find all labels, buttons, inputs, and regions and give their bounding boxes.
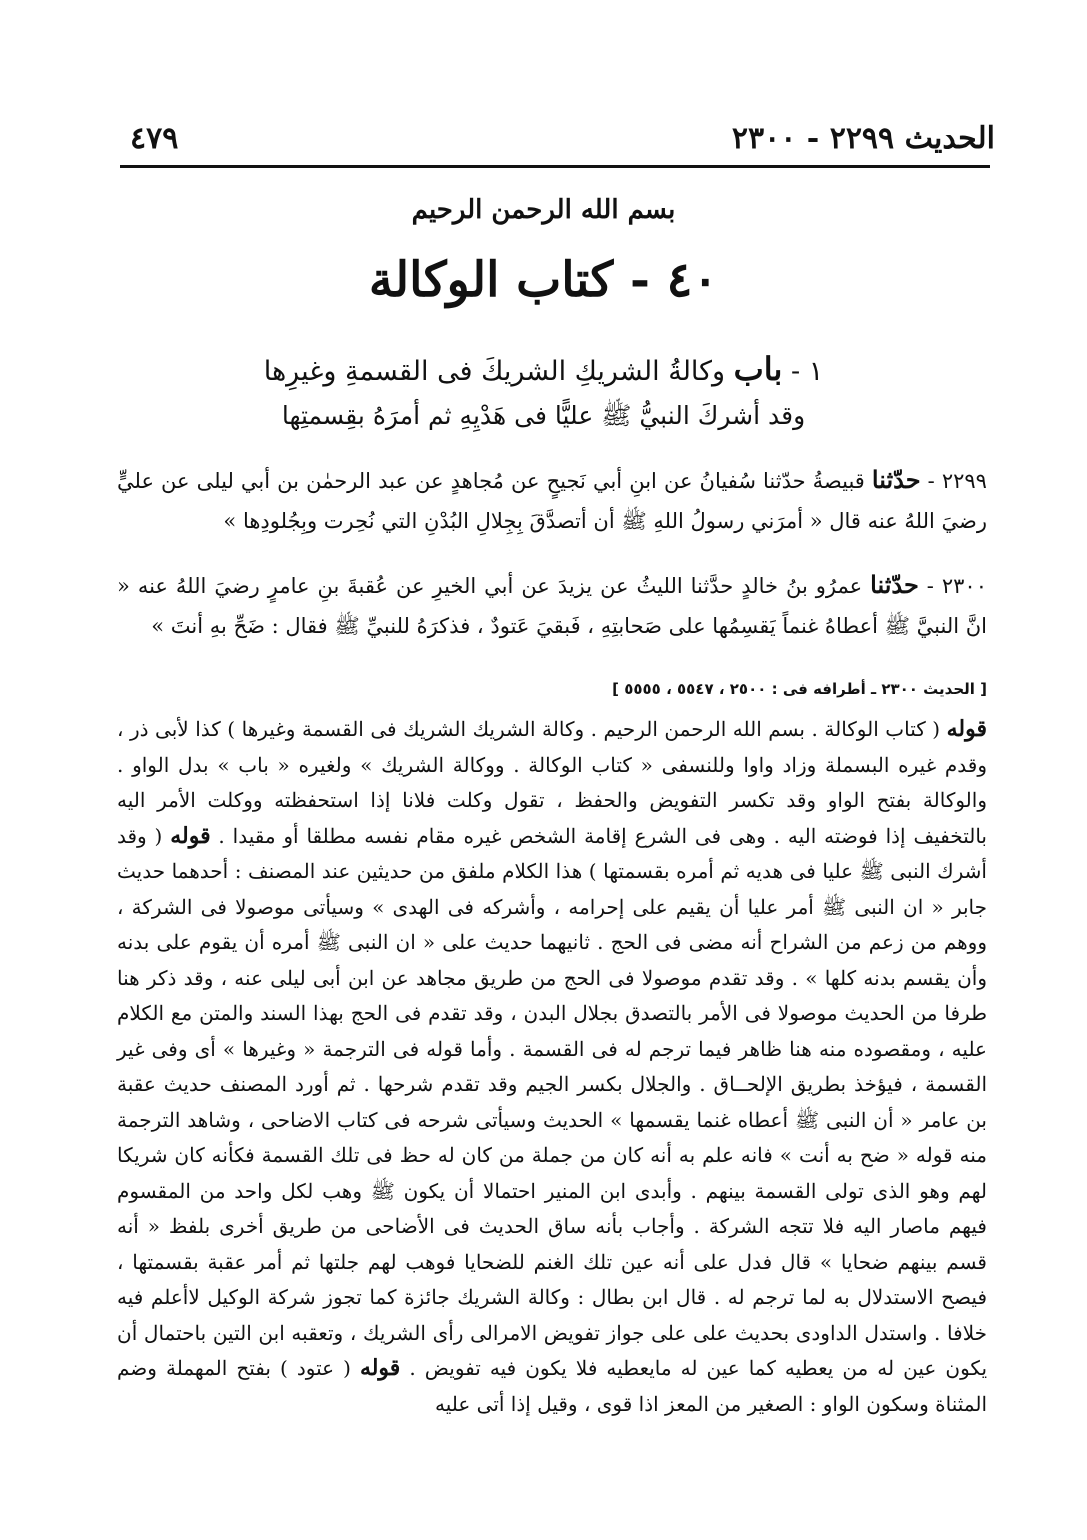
hadith-text: قبيصةُ حدّثنا سُفيانُ عن ابنِ أبي نَجيحٍ عن مُجاهدٍ عن عبد الرحمٰن بن أبي ليلى عن عليٍّ رضيَ اللهُ عنه قال « أمرَني رسولُ اللهِ ﷺ أن أتصدَّقَ بِجِلالِ البُدْنِ التي نُحِرت وبِجُلودِها » — [117, 469, 987, 533]
hadith-2300 — [117, 565, 987, 646]
chapter-heading — [0, 350, 1087, 388]
commentary-text: ( عتود ) بفتح المهملة وضم المثناة وسكون الواو : الصغير من المعز اذا قوى ، وقيل إذا أتى عليه — [117, 1356, 987, 1416]
running-head — [130, 118, 995, 158]
cross-reference: [ الحديث ٢٣٠٠ ـ أطرافه فى : ٢٥٠٠ ، ٥٥٤٧ ، ٥٥٥٥ ] — [612, 680, 987, 698]
bab-word: باب — [733, 350, 783, 388]
hadith-range: الحديث ٢٢٩٩ - ٢٣٠٠ — [731, 120, 995, 156]
hadith-lead: حدّثنا — [871, 465, 921, 494]
commentary-text: ( وقد أشرك النبى ﷺ عليا فى هديه ثم أمره بقسمتها ) هذا الكلام ملفق من حديثين عند المصنف : أحدهما حديث جابر « ان النبى ﷺ أمر عليا أن يقيم على إحرامه ، وأشركه فى الهدى » وسيأتى موصولا فى الشركة ، ووهم من زعم من الشراح أنه مضى فى الحج . ثانيهما حديث على « ان النبى ﷺ أمره أن يقوم على بدنه وأن يقسم بدنه كلها » . وقد تقدم موصولا فى الحج من طريق مجاهد عن ابن أبى ليلى عنه ، وقد ذكر هنا طرفا من الحديث موصولا فى الأمر بالتصدق بجلال البدن ، وقد تقدم فى الحج بهذا السند والمتن مع الكلام عليه ، ومقصوده منه هنا ظاهر فيما ترجم له فى القسمة . وأما قوله فى الترجمة « وغيرها » أى وفى غير القسمة ، فيؤخذ بطريق الإلحــاق . والجلال بكسر الجيم وقد تقدم شرحها . ثم أورد المصنف حديث عقبة بن عامر « أن النبى ﷺ أعطاه غنما يقسمها » الحديث وسيأتى شرحه فى كتاب الاضاحى ، وشاهد الترجمة منه قوله « ضح به أنت » فانه علم به أنه كان من جملة من كان له حظ فى تلك القسمة فكأنه كان شريكا لهم وهو الذى تولى القسمة بينهم . وأبدى ابن المنير احتمالا أن يكون ﷺ وهب لكل واحد من المقسوم فيهم ماصار اليه فلا تتجه الشركة . وأجاب بأنه ساق الحديث فى الأضاحى من طريق أخرى بلفظ « أنه قسم بينهم ضحايا » قال فدل على أنه عين تلك الغنم للضحايا فوهب لهم جلتها ثم أمر عقبة بقسمتها ، فيصح الاستدلال به لما ترجم له . قال ابن بطال : وكالة الشريك جائزة كما تجوز شركة الوكيل لاأعلم فيه خلافا . واستدل الداودى بحديث على على جواز تفويض الامرالى رأى الشريك ، وتعقبه ابن التين باحتمال أن يكون عين له من يعطيه كما عين له مايعطيه فلا يكون فيه تفويض . — [117, 823, 988, 1380]
commentary-lead: قوله — [359, 1355, 401, 1381]
hadith-number: ٢٢٩٩ - — [927, 469, 987, 493]
hadith-2299 — [117, 460, 987, 541]
commentary-lead: قوله — [946, 716, 987, 742]
hadith-number: ٢٣٠٠ - — [926, 574, 987, 598]
header-rule — [120, 165, 990, 168]
page-number: ٤٧٩ — [130, 120, 179, 156]
book-title: ٤٠ - كتاب الوكالة — [368, 252, 719, 308]
commentary-lead: قوله — [170, 822, 211, 849]
commentary-text: ( كتاب الوكالة . بسم الله الرحمن الرحيم . وكالة الشريك الشريك فى القسمة وغيرها ) كذا لأبى ذر ، وقدم غيره البسملة وزاد واوا وللنسفى « كتاب الوكالة . ووكالة الشريك » ولغيره « باب » بدل الواو . والوكالة بفتح الواو وقد تكسر التفويض والحفظ ، تقول وكلت فلانا إذا استحفظته ووكلت الأمر اليه بالتخفيف إذا فوضته اليه . وهى فى الشرع إقامة الشخص غيره مقام نفسه مطلقا أو مقيدا . — [117, 717, 987, 848]
chapter-subtitle: وقد أشركَ النبيُّ ﷺ عليًّا فى هَدْيِهِ ثم أمرَهُ بقِسمتِها — [281, 401, 806, 430]
commentary — [117, 712, 987, 1422]
chapter-title: وكالةُ الشريكِ الشريكَ فى القسمةِ وغيرِها — [263, 356, 726, 387]
hadith-text: عمرُو بنُ خالدٍ حدَّثنا الليثُ عن يزيدَ عن أبي الخيرِ عن عُقبةَ بنِ عامرٍ رضيَ اللهُ عنه « انَّ النبيَّ ﷺ أعطاهُ غنماً يَقسِمُها على صَحابتِهِ ، فَبقيَ عَتودٌ ، فذكرَهُ للنبيِّ ﷺ فقال : ضَحِّ بهِ أنتَ » — [117, 574, 987, 638]
hadith-lead: حدّثنا — [870, 570, 919, 599]
chapter-number: ١ - — [791, 356, 824, 387]
basmala: بسم الله الرحمن الرحيم — [411, 195, 676, 225]
